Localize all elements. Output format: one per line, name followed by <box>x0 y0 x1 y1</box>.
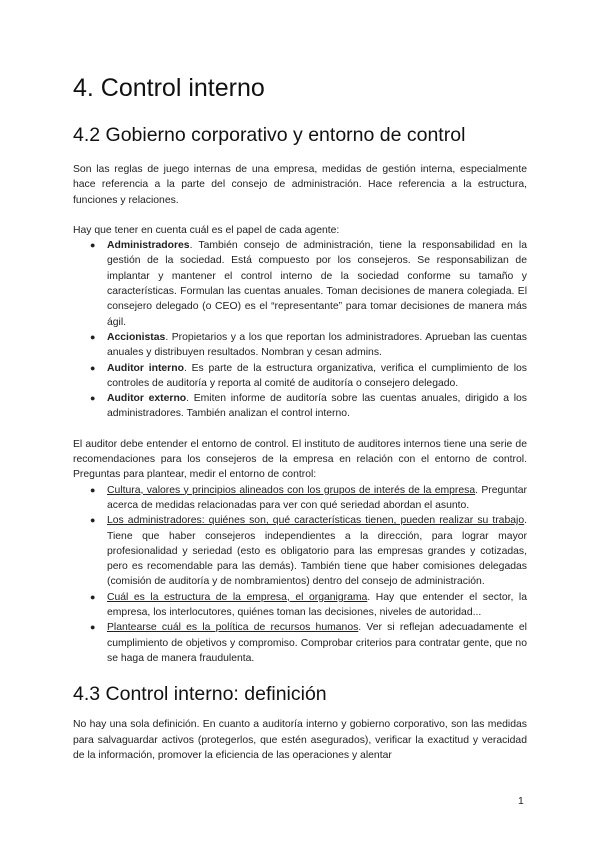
section-heading-governance: 4.2 Gobierno corporativo y entorno de control <box>73 124 466 146</box>
questions-list <box>73 483 527 667</box>
agent-term: Auditor externo <box>107 393 187 405</box>
bullet-icon: ● <box>90 591 96 602</box>
question-term: Cuál es la estructura de la empresa, el organigrama <box>107 591 368 603</box>
agents-intro-paragraph: Hay que tener en cuenta cuál es el papel de cada agente: <box>73 224 340 236</box>
definition-paragraph: No hay una sola definición. En cuanto a auditoría interno y gobierno corporativo, son las medidas para salvaguardar activos (protegerlos, que estén asegurados), verificar la exactitud y veracidad de la información, promover la eficiencia de las operaciones y alentar <box>73 719 527 761</box>
question-term: Plantearse cuál es la política de recursos humanos <box>107 622 359 634</box>
chapter-title: 4. Control interno <box>73 74 265 102</box>
agent-description: . También consejo de administración, tiene la responsabilidad en la gestión de la sociedad. Está compuesto por los consejeros. Se responsabilizan de implantar y mantener el control interno de la sociedad conforme su tamaño y características. Formulan las cuentas anuales. Toman decisiones de manera colegiada. El consejero delegado (o CEO) es el “representante” para tomar decisiones de manera más ágil. <box>107 240 527 328</box>
agent-term: Administradores <box>107 240 190 252</box>
list-item <box>73 391 527 422</box>
question-term: Cultura, valores y principios alineados con los grupos de interés de la empresa <box>107 484 476 496</box>
control-environment-paragraph: El auditor debe entender el entorno de control. El instituto de auditores internos tiene una serie de recomendaciones para los consejeros de la empresa en relación con el entorno de control. Preguntas para plantear, medir el entorno de control: <box>73 438 527 481</box>
agent-description: . Emiten informe de auditoría sobre las cuentas anuales, dirigido a los administradores. También analizan el control interno. <box>107 393 528 420</box>
agent-description: . Propietarios y a los que reportan los administradores. Aprueban las cuentas anuales y distribuyen resultados. Nombran y cesan admins. <box>107 331 527 359</box>
page-content <box>73 73 527 763</box>
list-item <box>73 238 527 330</box>
page-number: 1 <box>518 796 524 807</box>
list-item <box>73 330 527 361</box>
bullet-icon: ● <box>90 515 96 526</box>
agent-term: Auditor interno <box>107 362 184 374</box>
section-heading-internal-control: 4.3 Control interno: definición <box>73 683 327 706</box>
question-description: . Ver si reflejan adecuadamente el cumplimiento de objetivos y compromiso. Comprobar criterios para contratar gente, que no se haga de manera fraudulenta. <box>107 622 527 664</box>
agents-list <box>73 238 527 422</box>
bullet-icon: ● <box>90 362 96 373</box>
question-description: . Preguntar acerca de medidas relacionadas para ver con qué seriedad abordan el asunto. <box>107 484 527 511</box>
question-description: . Tiene que haber consejeros independientes a la dirección, para lograr mayor profesionalidad y seriedad (esto es obligatorio para las empresas grandes y cotizadas, pero es recomendable para las demás). También tiene que haber comisiones delegadas (comisión de auditoría y de nombramientos) dentro del consejo de administración. <box>107 515 527 588</box>
bullet-icon: ● <box>90 484 96 495</box>
agent-description: . Es parte de la estructura organizativa, verifica el cumplimiento de los controles de auditoría y reporta al comité de auditoría o consejero delegado. <box>107 362 527 389</box>
list-item <box>73 620 527 666</box>
list-item <box>73 483 527 514</box>
list-item <box>73 361 527 392</box>
bullet-icon: ● <box>90 331 96 342</box>
list-item <box>73 513 527 589</box>
governance-intro-paragraph: Son las reglas de juego internas de una empresa, medidas de gestión interna, especialmente hace referencia a la parte del consejo de administración. Hace referencia a la estructura, funciones y relaciones. <box>73 164 527 206</box>
bullet-icon: ● <box>90 622 96 633</box>
question-description: . Hay que entender el sector, la empresa, los interlocutores, quiénes toman las decisiones, niveles de autoridad... <box>107 591 528 619</box>
list-item <box>73 590 527 621</box>
bullet-icon: ● <box>90 393 96 404</box>
question-term: Los administradores: quiénes son, qué características tienen, pueden realizar su trabajo <box>107 515 525 527</box>
agent-term: Accionistas <box>107 331 166 343</box>
bullet-icon: ● <box>90 240 96 251</box>
